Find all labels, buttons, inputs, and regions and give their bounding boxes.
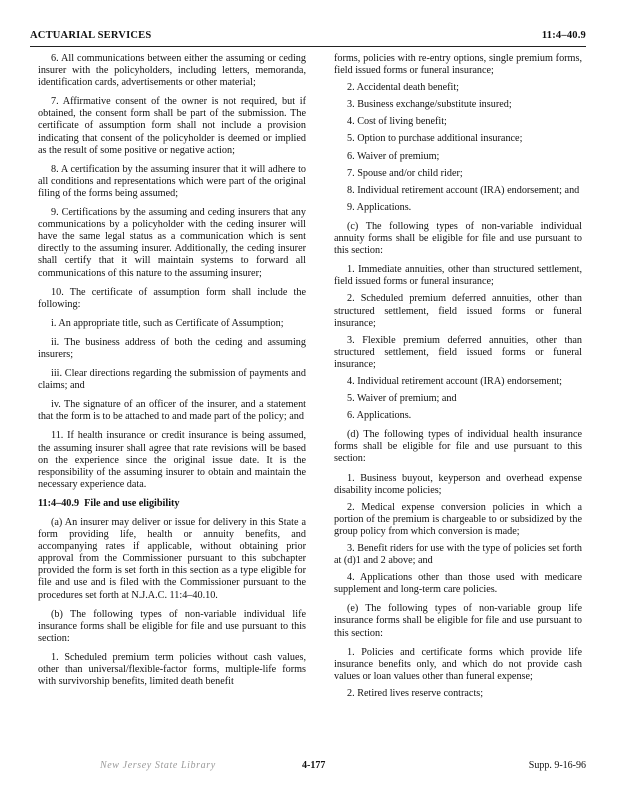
- list-item: 7. Spouse and/or child rider;: [347, 167, 463, 179]
- list-item: 1. Immediate annuities, other than structured settlement, field issued forms or funeral insurance;: [334, 264, 582, 288]
- paragraph: iv. The signature of an officer of the insurer, and a statement that the form is to be attached to and made part of the policy; and: [38, 399, 306, 423]
- list-item: 6. Applications.: [347, 410, 412, 422]
- header-section-number: 11:4–40.9: [541, 30, 586, 41]
- list-item: 1. Policies and certificate forms which provide life insurance benefits only, and which do not provide cash values or loan values other than funeral expense;: [334, 646, 582, 682]
- paragraph: (a) An insurer may deliver or issue for delivery in this State a form providing life, health or annuity benefits, and accompanying rates if applicable, without obtaining prior approval from the Commissioner pursuant to this subchapter provided the form is set forth in this section as a type eligible for file and use and is filed with the Commissioner pursuant to the procedures set forth at N.J.A.C. 11:4–40.10.: [38, 517, 306, 601]
- paragraph: i. An appropriate title, such as Certificate of Assumption;: [51, 317, 284, 329]
- paragraph: 1. Scheduled premium term policies without cash values, other than universal/flexible-factor forms, multiple-life forms with survivorship benefits, limited death benefit: [38, 651, 306, 688]
- paragraph: 6. All communications between either the assuming or ceding insurer with the policyholders, including letters, memoranda, identification cards, advertisements or other material;: [38, 53, 306, 89]
- left-column: [38, 53, 306, 695]
- paragraph: 9. Certifications by the assuming and ceding insurers that any communications by a policyholder with the ceding insurer will have the same legal status as a communication which is sent directly to the assuming insurer. Additionally, the ceding insurer shall certify that it will maintain systems to forward all communications of this nature to the assuming insurer;: [38, 207, 306, 279]
- list-item: 3. Flexible premium deferred annuities, other than structured settlement, field issued forms or funeral insurance;: [334, 334, 582, 370]
- paragraph: (b) The following types of non-variable individual life insurance forms shall be eligible for file and use pursuant to this section:: [38, 608, 306, 644]
- paragraph: ii. The business address of both the ceding and assuming insurers;: [38, 336, 306, 360]
- list-item: 8. Individual retirement account (IRA) endorsement; and: [347, 184, 580, 196]
- list-item: 2. Retired lives reserve contracts;: [347, 687, 484, 699]
- list-item: 4. Cost of living benefit;: [347, 116, 447, 128]
- list-item: 2. Medical expense conversion policies in which a portion of the premium is chargeable to or subsidized by the group policy from which conversion is made;: [334, 501, 582, 537]
- paragraph: 7. Affirmative consent of the owner is not required, but if obtained, the consent form shall be part of the submission. The certificate of assumption form shall not include a provision indicating that consent of the policyholder is deemed or implied as the result of some positive or negative action;: [38, 96, 306, 156]
- section-heading: [38, 498, 306, 510]
- list-item: 5. Option to purchase additional insurance;: [347, 133, 523, 145]
- list-item: 3. Benefit riders for use with the type of policies set forth at (d)1 and 2 above; and: [334, 543, 582, 567]
- list-item: 6. Waiver of premium;: [347, 150, 440, 162]
- header-title: ACTUARIAL SERVICES: [30, 30, 152, 41]
- supplement-date: Supp. 9-16-96: [528, 760, 586, 771]
- paragraph: (d) The following types of individual health insurance forms shall be eligible for file and use pursuant to this section:: [334, 429, 582, 465]
- paragraph: iii. Clear directions regarding the submission of payments and claims; and: [38, 368, 306, 392]
- paragraph: (e) The following types of non-variable group life insurance forms shall be eligible for file and use pursuant to this section:: [334, 603, 582, 639]
- paragraph: 8. A certification by the assuming insurer that it will adhere to all conditions and representations which were part of the original filing of the forms being assumed;: [38, 163, 306, 199]
- right-column: [334, 53, 582, 705]
- paragraph: 10. The certificate of assumption form shall include the following:: [38, 286, 306, 310]
- page-footer: [30, 760, 586, 776]
- list-item: 4. Individual retirement account (IRA) endorsement;: [347, 375, 562, 387]
- list-item: 5. Waiver of premium; and: [347, 393, 457, 405]
- section-title: File and use eligibility: [84, 497, 180, 509]
- page-number: 4-177: [302, 760, 326, 771]
- list-item: 1. Business buyout, keyperson and overhead expense disability income policies;: [334, 472, 582, 496]
- list-item: 2. Scheduled premium deferred annuities, other than structured settlement, field issued forms or funeral insurance;: [334, 293, 582, 329]
- paragraph: forms, policies with re-entry options, single premium forms, field issued forms or funeral insurance;: [334, 53, 582, 77]
- paragraph: 11. If health insurance or credit insurance is being assumed, the assuming insurer shall agree that rate revisions will be based on the experience since the original issue date. It is the responsibility of the assuming insurer to obtain and maintain the necessary experience data.: [38, 430, 306, 490]
- library-watermark: New Jersey State Library: [100, 760, 216, 771]
- section-number: 11:4–40.9: [38, 497, 80, 509]
- list-item: 9. Applications.: [347, 201, 412, 213]
- paragraph: (c) The following types of non-variable individual annuity forms shall be eligible for file and use pursuant to this section:: [334, 220, 582, 257]
- header-rule: [30, 46, 586, 47]
- list-item: 2. Accidental death benefit;: [347, 82, 460, 94]
- running-header: [30, 30, 586, 44]
- list-item: 3. Business exchange/substitute insured;: [347, 99, 512, 111]
- list-item: 4. Applications other than those used with medicare supplement and long-term care policies.: [334, 572, 582, 596]
